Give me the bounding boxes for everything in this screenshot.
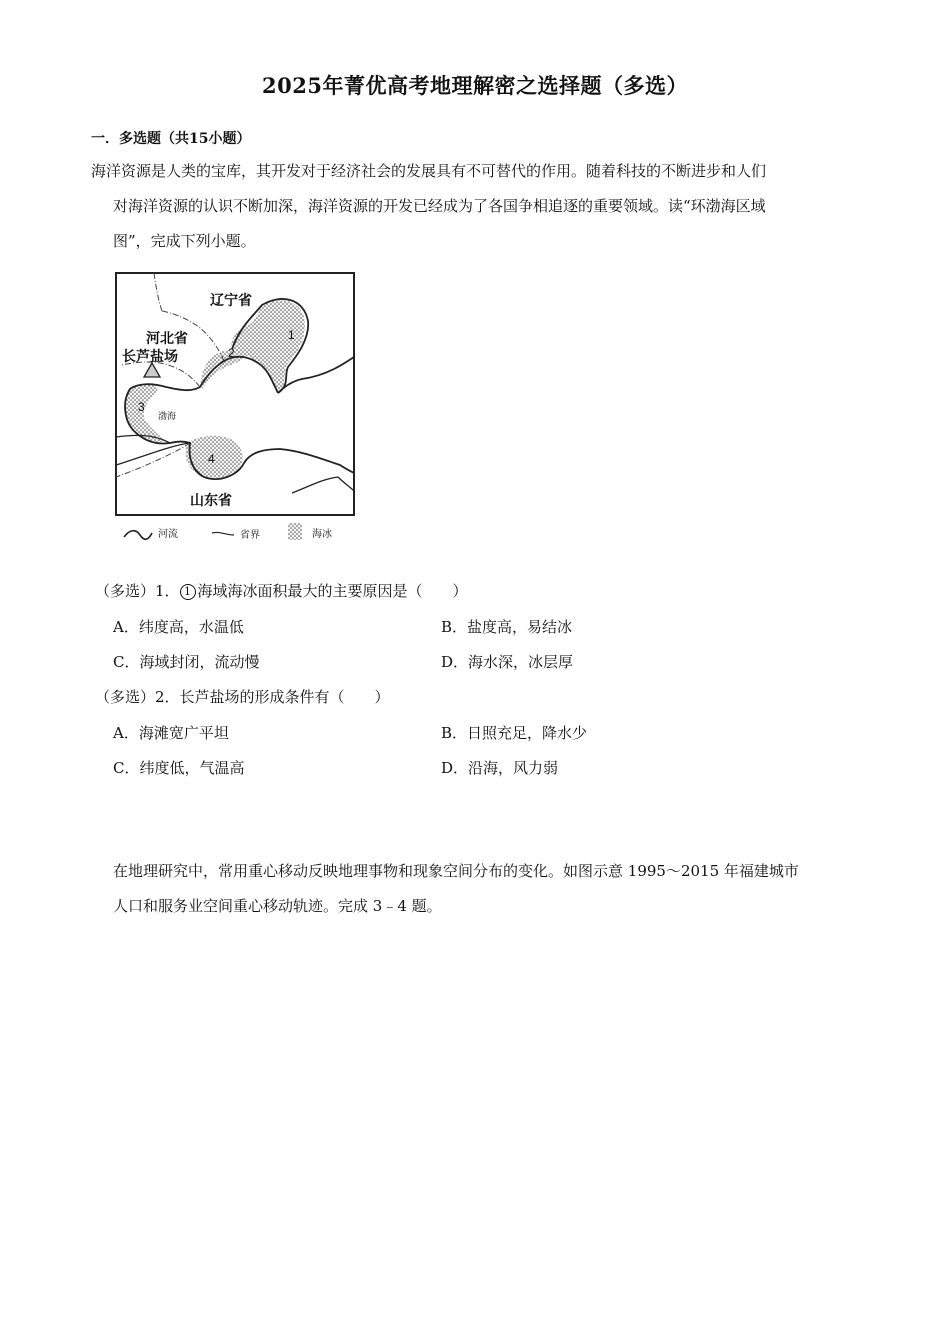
label-area-4: 4 (208, 452, 215, 466)
bohai-region-map (112, 265, 362, 550)
sea-ice-area-2 (201, 350, 250, 389)
question-1-prefix: （多选）1． (95, 582, 180, 600)
legend-border-icon (212, 532, 234, 535)
question-1-stem: 海域海冰面积最大的主要原因是（ ） (197, 582, 468, 600)
salt-field-marker (144, 363, 160, 377)
label-changlu: 长芦盐场 (122, 348, 178, 364)
legend-river-icon (124, 531, 152, 540)
passage-1-line-2: 对海洋资源的认识不断加深，海洋资源的开发已经成为了各国争相追逐的重要领域。读“环渤海区域 (113, 197, 766, 215)
q2-option-c[interactable]: C．纬度低，气温高 (113, 759, 245, 777)
q2-option-b[interactable]: B．日照充足，降水少 (441, 724, 588, 742)
q1-option-c[interactable]: C．海域封闭，流动慢 (113, 653, 260, 671)
label-shandong: 山东省 (190, 492, 232, 508)
legend-ice-label: 海冰 (312, 529, 332, 540)
q1-option-d[interactable]: D．海水深，冰层厚 (441, 653, 574, 671)
legend-river-label: 河流 (158, 529, 178, 540)
q2-option-a[interactable]: A．海滩宽广平坦 (113, 724, 229, 742)
legend-ice-swatch (288, 523, 302, 540)
legend-border-label: 省界 (240, 530, 260, 541)
label-hebei: 河北省 (146, 330, 188, 346)
passage-1-line-3: 图”，完成下列小题。 (113, 232, 256, 250)
q2-option-d[interactable]: D．沿海，风力弱 (441, 759, 559, 777)
label-area-3: 3 (138, 400, 145, 414)
passage-1 (91, 154, 866, 259)
circled-number: 1 (180, 584, 196, 600)
label-bohai: 渤海 (158, 411, 177, 421)
page-title: 2025年菁优高考地理解密之选择题（多选） (262, 73, 688, 98)
question-1 (95, 580, 468, 601)
label-area-1: 1 (288, 328, 295, 342)
q1-option-a[interactable]: A．纬度高，水温低 (113, 618, 244, 636)
passage-2-line-2: 人口和服务业空间重心移动轨迹。完成 3﹣4 题。 (113, 897, 442, 915)
label-liaoning: 辽宁省 (210, 292, 252, 308)
label-area-2: 2 (228, 346, 235, 360)
q1-option-b[interactable]: B．盐度高，易结冰 (441, 618, 573, 636)
question-2: （多选）2．长芦盐场的形成条件有（ ） (95, 688, 390, 706)
sea-ice-area-1 (231, 300, 305, 393)
passage-2 (113, 854, 863, 924)
passage-2-line-1: 在地理研究中，常用重心移动反映地理事物和现象空间分布的变化。如图示意 1995～2015 年福建城市 (113, 862, 799, 880)
section-heading: 一．多选题（共15小题） (91, 131, 251, 147)
passage-1-line-1: 海洋资源是人类的宝库，其开发对于经济社会的发展具有不可替代的作用。随着科技的不断进步和人们 (91, 162, 767, 180)
